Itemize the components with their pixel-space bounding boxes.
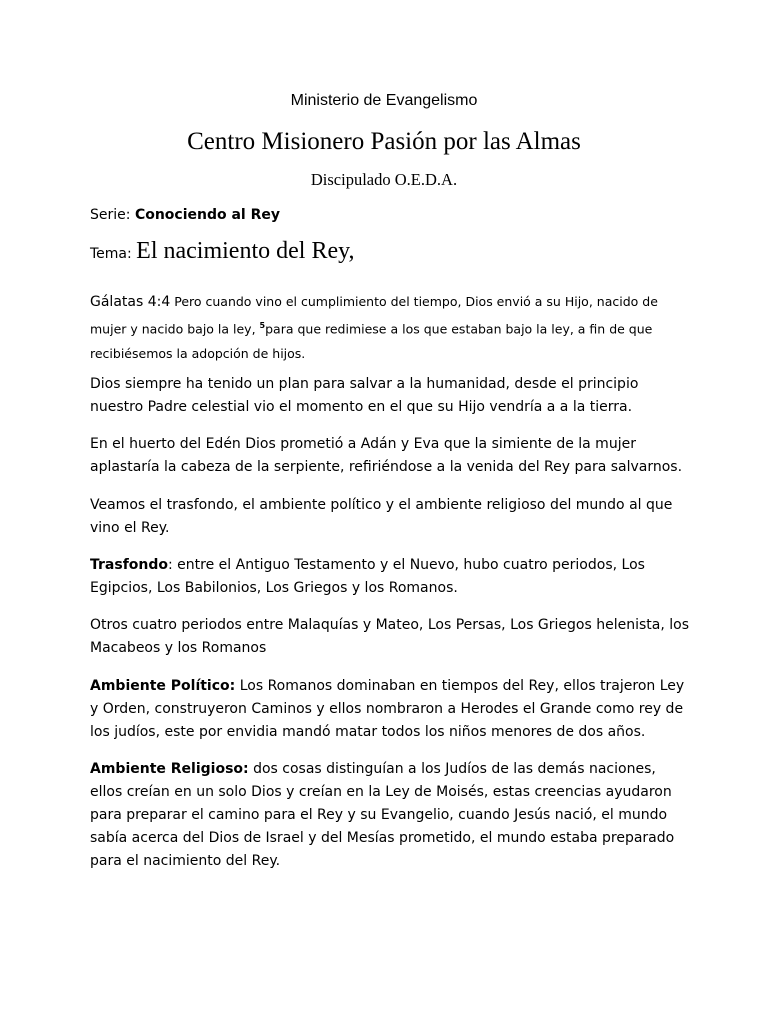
verse-text-part2: para que redimiese a los que estaban bajo la ley, a fin de que recibiésemos la adopción de hijos. bbox=[90, 321, 653, 361]
religioso-label: Ambiente Religioso: bbox=[90, 761, 249, 777]
paragraph-religioso bbox=[90, 758, 690, 873]
paragraph-politico bbox=[90, 675, 690, 744]
verse-reference: Gálatas 4:4 bbox=[90, 294, 171, 310]
tema-label: Tema: bbox=[90, 246, 137, 262]
serie-line bbox=[90, 204, 690, 227]
tema-line bbox=[90, 240, 690, 266]
tema-title: El nacimiento del Rey, bbox=[136, 238, 355, 264]
politico-label: Ambiente Político: bbox=[90, 678, 236, 694]
trasfondo-label: Trasfondo bbox=[90, 557, 169, 573]
verse-number: 5 bbox=[259, 321, 266, 330]
paragraph-periodos: Otros cuatro periodos entre Malaquías y Mateo, Los Persas, Los Griegos helenista, los Macabeos y los Romanos bbox=[90, 617, 689, 656]
center-name-heading: Centro Misionero Pasión por las Almas bbox=[187, 128, 581, 155]
paragraph-intro: Veamos el trasfondo, el ambiente político y el ambiente religioso del mundo al que vino el Rey. bbox=[90, 497, 673, 536]
religioso-text: dos cosas distinguían a los Judíos de las demás naciones, ellos creían en un solo Dios y creían en la Ley de Moisés, estas creencias ayudaron para preparar el camino para el Rey y su Evangelio, cuando Jesús nació, el mundo sabía acerca del Dios de Israel y del Mesías prometido, el mundo estaba preparado para el nacimiento del Rey. bbox=[90, 761, 675, 869]
serie-label: Serie: bbox=[90, 207, 135, 223]
trasfondo-text: : entre el Antiguo Testamento y el Nuevo, hubo cuatro periodos, Los Egipcios, Los Babilonios, Los Griegos y los Romanos. bbox=[90, 557, 645, 596]
paragraph-trasfondo bbox=[90, 554, 690, 600]
ministry-heading: Ministerio de Evangelismo bbox=[290, 92, 478, 109]
discipulado-heading: Discipulado O.E.D.A. bbox=[310, 170, 458, 189]
paragraph-plan: Dios siempre ha tenido un plan para salvar a la humanidad, desde el principio nuestro Padre celestial vio el momento en el que su Hijo vendría a a la tierra. bbox=[90, 376, 639, 415]
paragraph-eden: En el huerto del Edén Dios prometió a Adán y Eva que la simiente de la mujer aplastaría la cabeza de la serpiente, refiriéndose a la venida del Rey para salvarnos. bbox=[90, 436, 683, 475]
bible-verse bbox=[90, 290, 690, 366]
serie-value: Conociendo al Rey bbox=[134, 207, 281, 223]
verse-text-part1: Pero cuando vino el cumplimiento del tiempo, Dios envió a su Hijo, nacido de mujer y nacido bajo la ley, bbox=[90, 294, 658, 337]
politico-text: Los Romanos dominaban en tiempos del Rey, ellos trajeron Ley y Orden, construyeron Caminos y ellos nombraron a Herodes el Grande como rey de los judíos, este por envidia mandó matar todos los niños menores de dos años. bbox=[90, 678, 685, 740]
